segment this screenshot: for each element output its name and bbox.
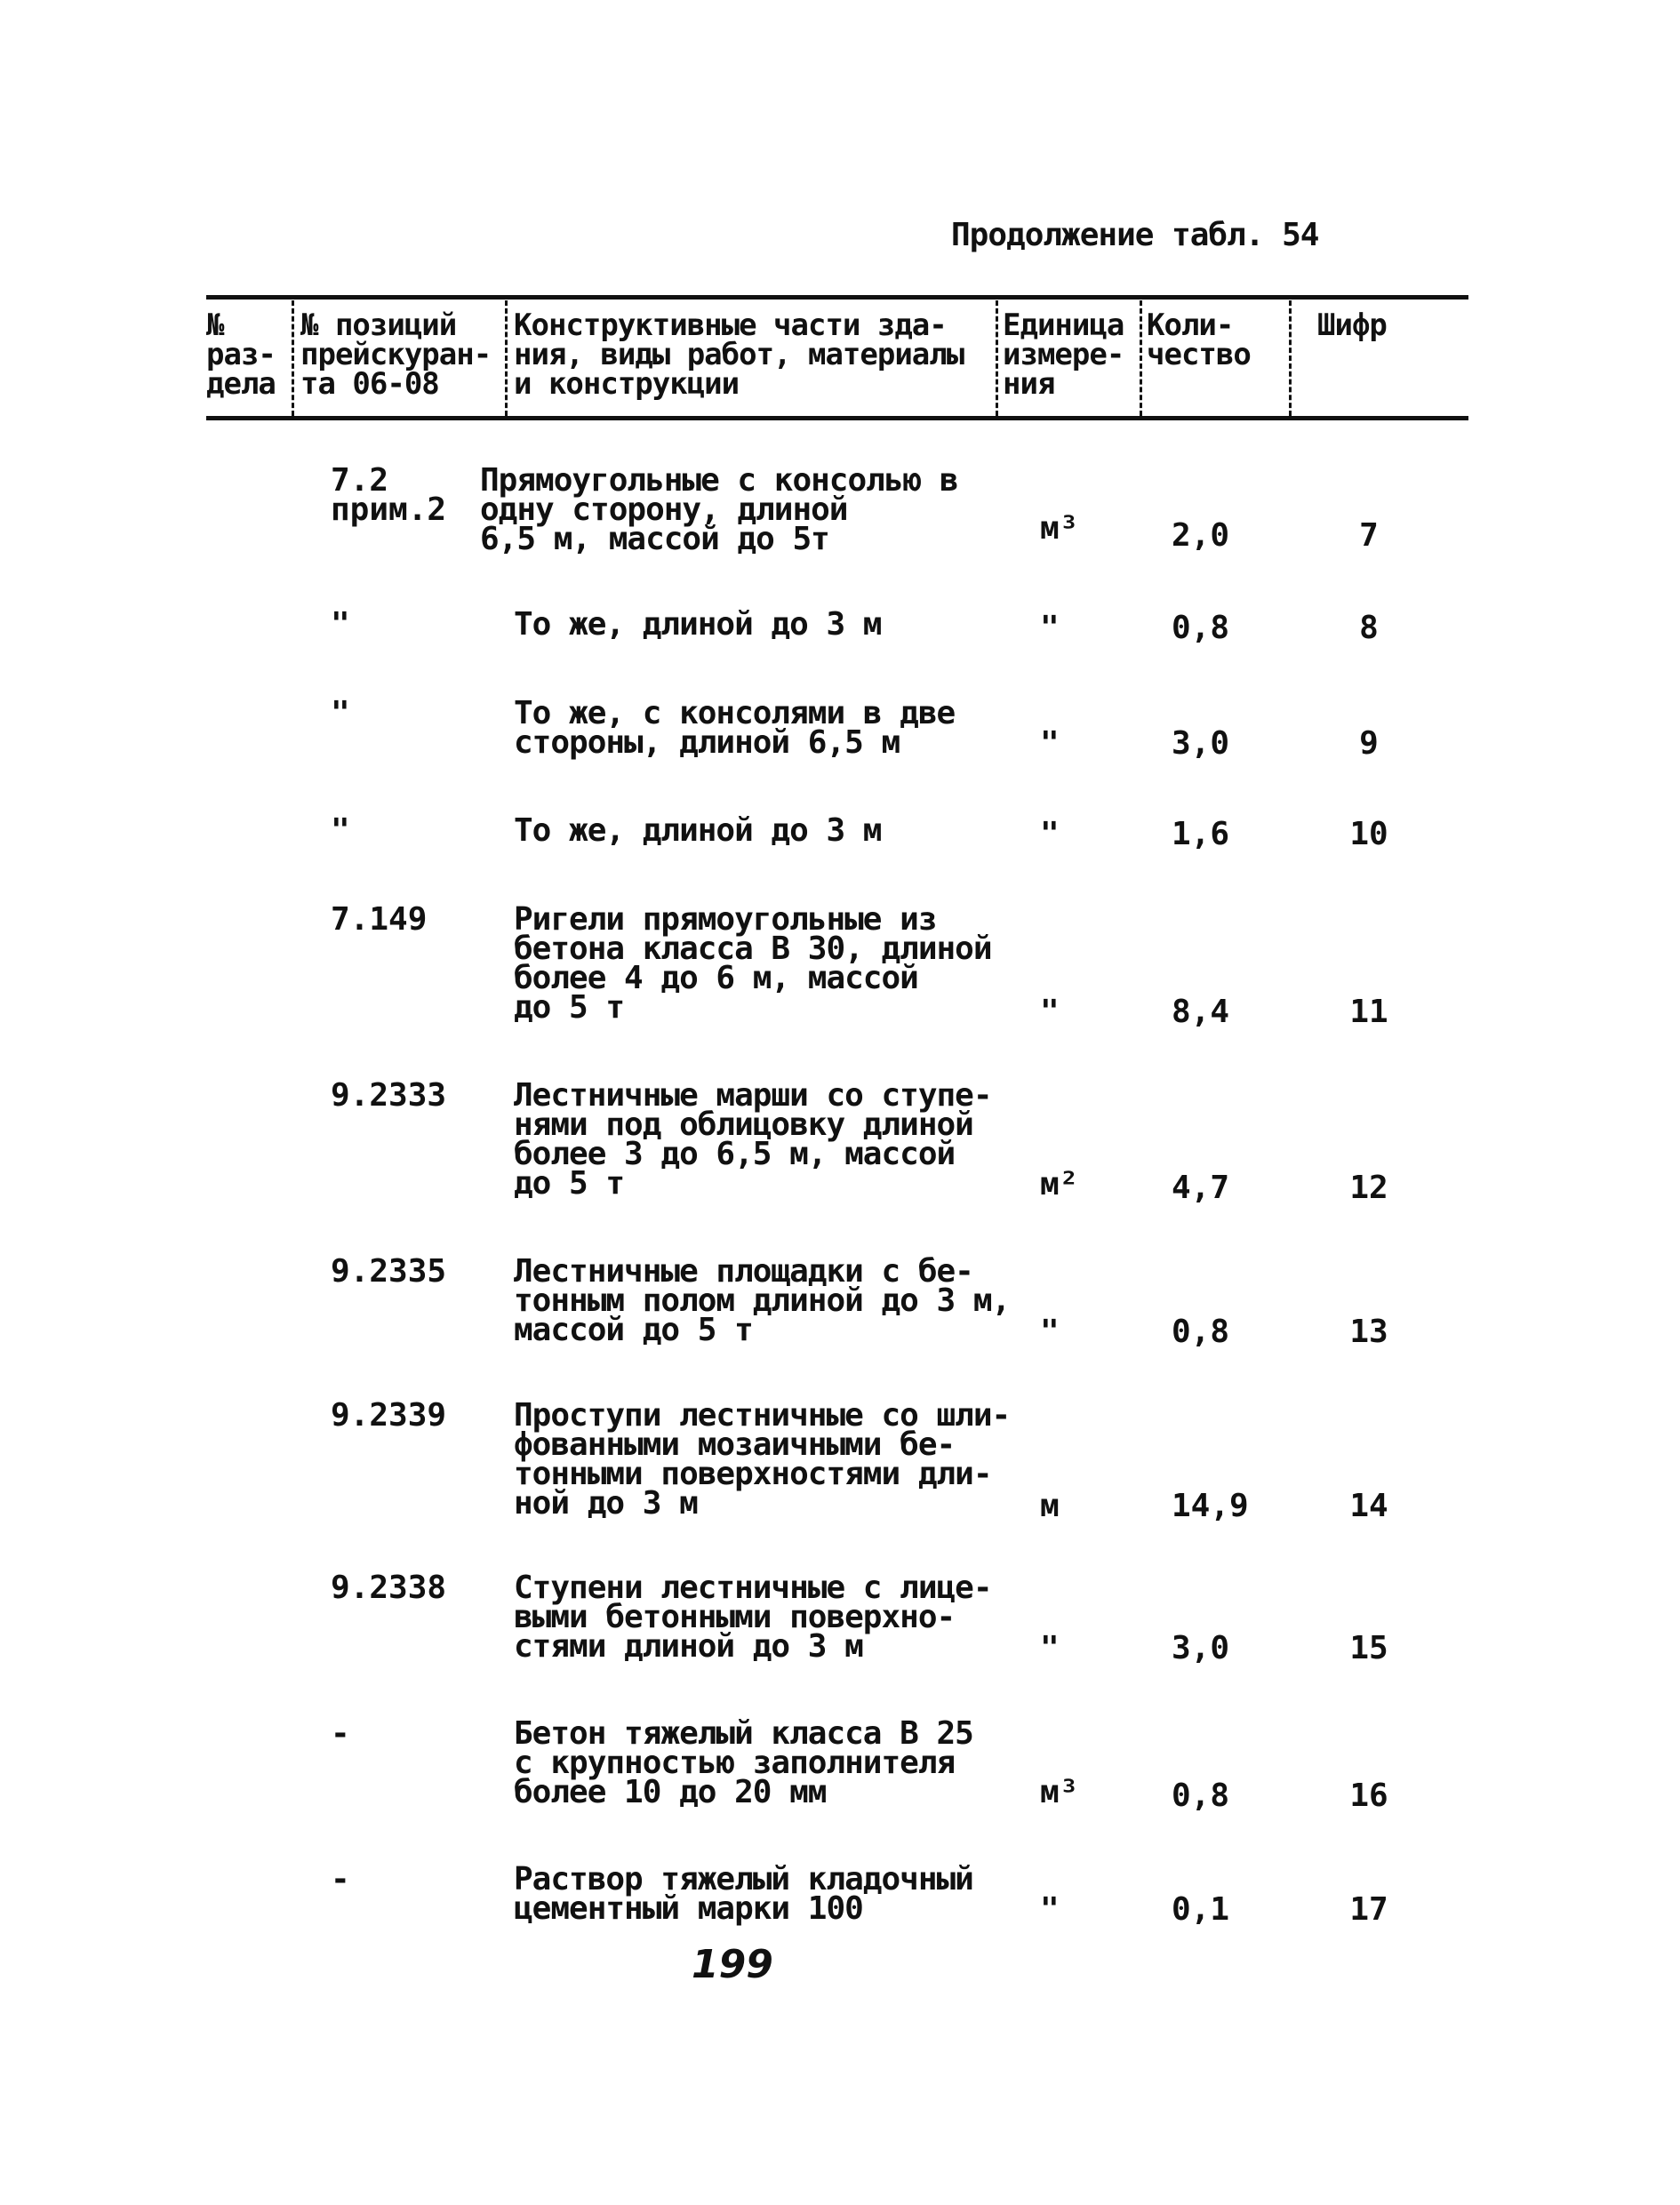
- row-code: 16: [1349, 1778, 1388, 1814]
- row-code: 12: [1349, 1170, 1388, 1206]
- row-code: 10: [1349, 816, 1388, 852]
- row-unit: ": [1040, 1630, 1060, 1666]
- row-position: ": [331, 695, 350, 731]
- row-position: 9.2339: [331, 1397, 447, 1434]
- row-quantity: 0,8: [1172, 1314, 1230, 1350]
- row-code: 13: [1349, 1314, 1388, 1350]
- row-quantity: 3,0: [1172, 1630, 1230, 1666]
- row-unit: м: [1040, 1488, 1060, 1524]
- row-unit: м³: [1040, 1774, 1079, 1810]
- row-description: Лестничные марши со ступе- нями под облицовку длиной более 3 до 6,5 м, массой до 5 т: [514, 1077, 992, 1202]
- row-code: 11: [1349, 994, 1388, 1030]
- row-description: То же, с консолями в две стороны, длиной 6,5 м: [514, 695, 956, 761]
- row-position: ": [331, 812, 350, 849]
- row-code: 7: [1359, 517, 1379, 554]
- row-quantity: 0,8: [1172, 610, 1230, 646]
- row-code: 15: [1349, 1630, 1388, 1666]
- row-position: -: [331, 1715, 350, 1752]
- row-unit: ": [1040, 725, 1060, 762]
- header-separator: [505, 300, 508, 416]
- row-code: 14: [1349, 1488, 1388, 1524]
- header-separator: [1140, 300, 1142, 416]
- row-description: Прямоугольные с консолью в одну сторону, длиной 6,5 м, массой до 5т: [480, 462, 958, 557]
- row-unit: ": [1040, 610, 1060, 646]
- row-unit: м³: [1040, 510, 1079, 547]
- row-position: -: [331, 1861, 350, 1897]
- row-quantity: 0,8: [1172, 1778, 1230, 1814]
- row-quantity: 3,0: [1172, 725, 1230, 762]
- row-position: ": [331, 606, 350, 643]
- row-quantity: 8,4: [1172, 994, 1230, 1030]
- header-separator: [996, 300, 998, 416]
- row-position: 7.149: [331, 901, 428, 938]
- row-description: То же, длиной до 3 м: [514, 606, 882, 643]
- row-unit: м²: [1040, 1166, 1079, 1202]
- header-section: № раз- дела: [206, 308, 276, 402]
- header-separator: [1289, 300, 1292, 416]
- header-bottom-rule: [206, 416, 1468, 420]
- row-description: Ригели прямоугольные из бетона класса В 30, длиной более 4 до 6 м, массой до 5 т: [514, 901, 992, 1026]
- row-position: 9.2338: [331, 1570, 447, 1606]
- row-unit: ": [1040, 816, 1060, 852]
- header-top-rule: [206, 295, 1468, 300]
- row-quantity: 0,1: [1172, 1891, 1230, 1928]
- header-unit: Единица измере- ния: [1003, 308, 1124, 402]
- row-description: Бетон тяжелый класса В 25 с крупностью заполнителя более 10 до 20 мм: [514, 1715, 973, 1810]
- row-unit: ": [1040, 1314, 1060, 1350]
- header-code: Шифр: [1317, 308, 1387, 343]
- row-code: 8: [1359, 610, 1379, 646]
- header-description: Конструктивные части зда- ния, виды работ, материалы и конструкции: [514, 308, 964, 402]
- row-description: Ступени лестничные с лице- выми бетонными поверхно- стями длиной до 3 м: [514, 1570, 992, 1665]
- row-quantity: 14,9: [1172, 1488, 1249, 1524]
- row-unit: ": [1040, 1891, 1060, 1928]
- row-quantity: 4,7: [1172, 1170, 1230, 1206]
- row-description: Проступи лестничные со шли- фованными мозаичными бе- тонными поверхностями дли- ной до 3 м: [514, 1397, 1011, 1522]
- row-description: Раствор тяжелый кладочный цементный марки 100: [514, 1861, 973, 1927]
- row-position: 7.2 прим.2: [331, 462, 447, 528]
- row-description: Лестничные площадки с бе- тонным полом длиной до 3 м, массой до 5 т: [514, 1253, 1011, 1348]
- row-description: То же, длиной до 3 м: [514, 812, 882, 849]
- header-separator: [292, 300, 294, 416]
- row-position: 9.2335: [331, 1253, 447, 1290]
- row-position: 9.2333: [331, 1077, 447, 1114]
- row-quantity: 2,0: [1172, 517, 1230, 554]
- row-code: 17: [1349, 1891, 1388, 1928]
- page-number: 199: [692, 1942, 773, 1987]
- header-price-position: № позиций прейскуран- та 06-08: [300, 308, 492, 402]
- header-quantity: Коли- чество: [1147, 308, 1251, 372]
- continuation-title: Продолжение табл. 54: [951, 217, 1319, 253]
- row-unit: ": [1040, 994, 1060, 1030]
- row-code: 9: [1359, 725, 1379, 762]
- row-quantity: 1,6: [1172, 816, 1230, 852]
